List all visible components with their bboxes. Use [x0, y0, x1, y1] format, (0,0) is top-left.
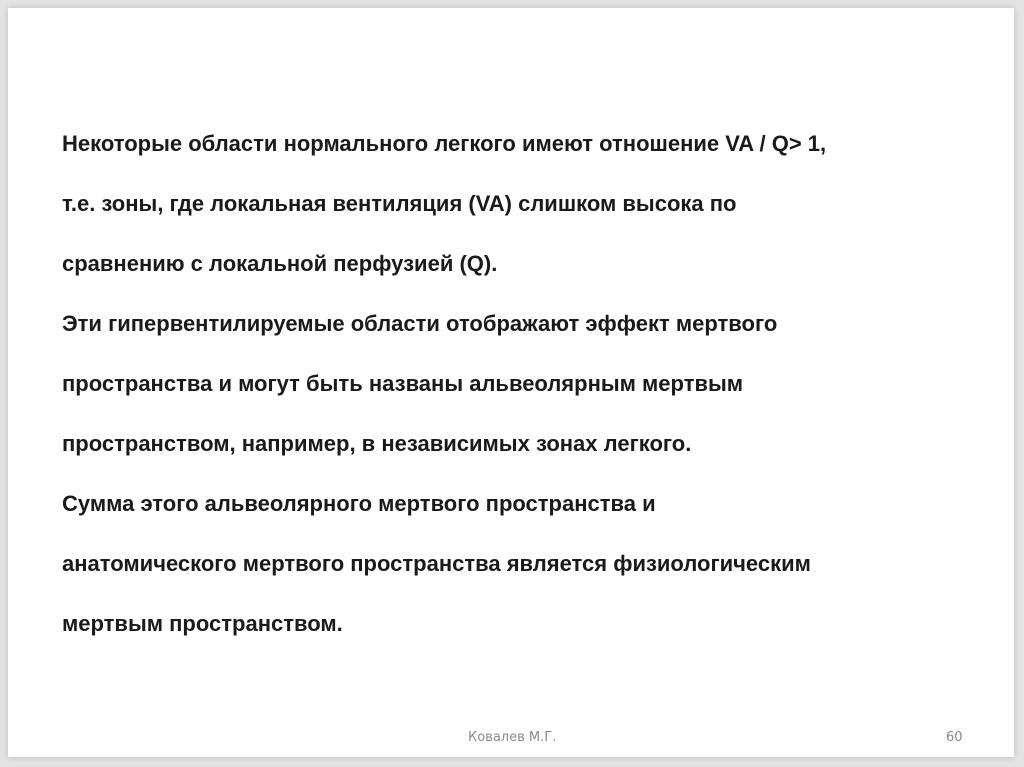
- body-line: Некоторые области нормального легкого имеют отношение VA / Q> 1,: [62, 131, 827, 156]
- body-line: Эти гипервентилируемые области отображают эффект мертвого: [62, 311, 778, 336]
- body-line: пространства и могут быть названы альвеолярным мертвым: [62, 371, 744, 396]
- slide: [8, 8, 1014, 757]
- body-line: пространством, например, в независимых зонах легкого.: [62, 431, 692, 456]
- page-number: 60: [946, 730, 963, 745]
- body-line: Сумма этого альвеолярного мертвого пространства и: [62, 491, 656, 516]
- body-line: т.е. зоны, где локальная вентиляция (VA) слишком высока по: [62, 191, 737, 216]
- body-line: мертвым пространством.: [62, 611, 343, 636]
- body-line: анатомического мертвого пространства является физиологическим: [62, 551, 811, 576]
- footer-author: Ковалев М.Г.: [468, 730, 557, 745]
- slide-body-text: [62, 114, 992, 654]
- body-line: сравнению с локальной перфузией (Q).: [62, 251, 498, 276]
